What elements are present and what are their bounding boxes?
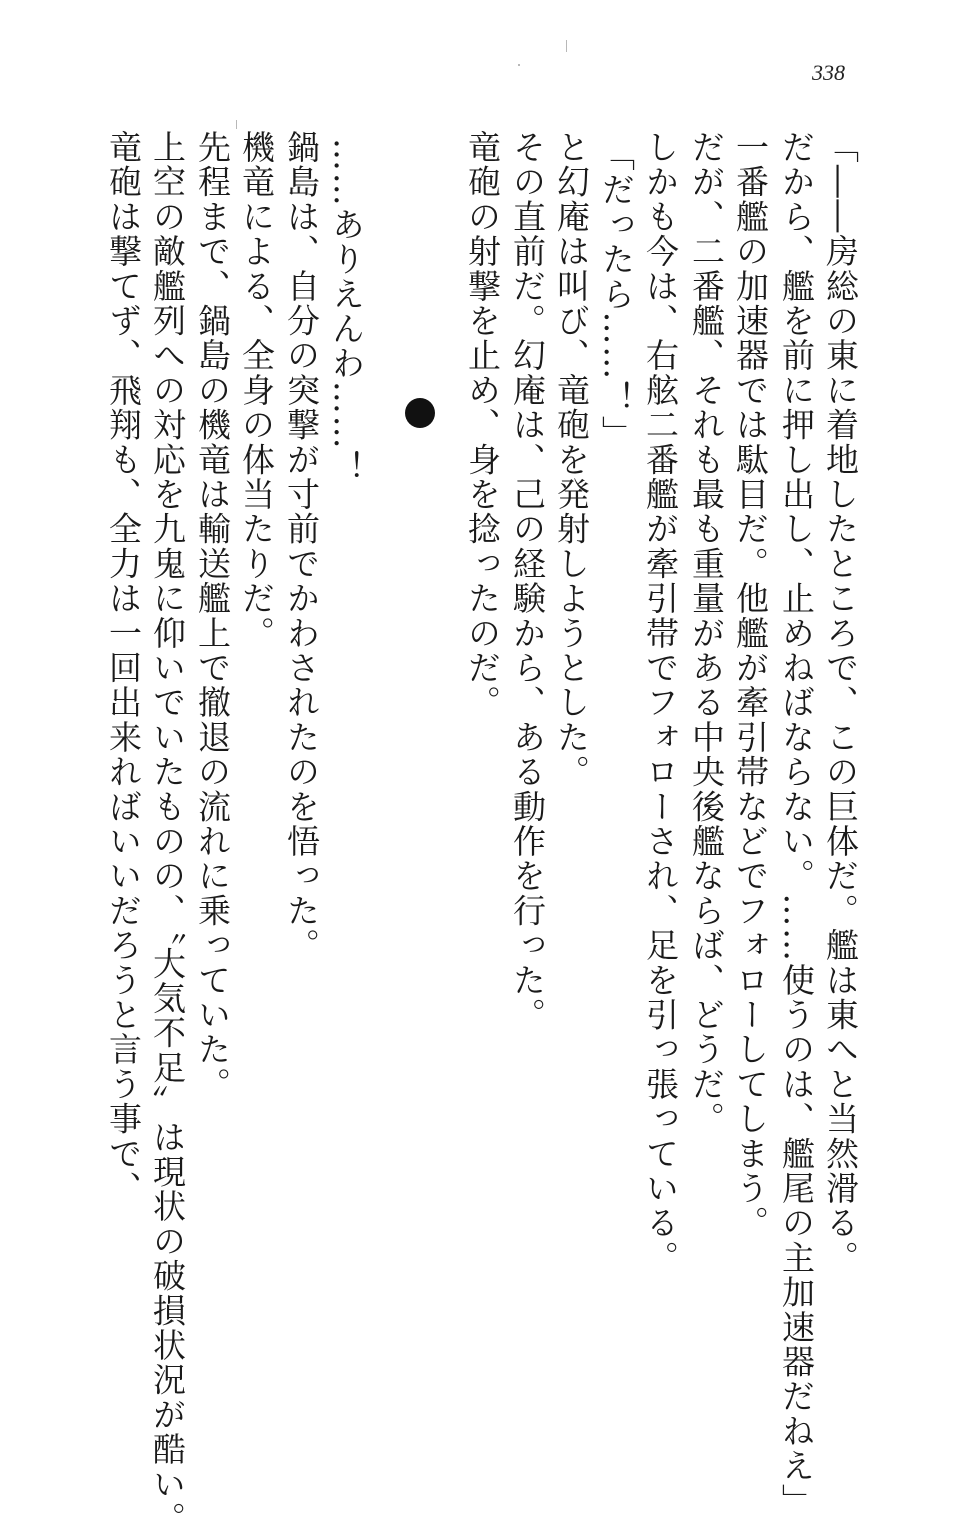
text-column: 「――房総の東に着地したところで、この巨体だ。艦は東へと当然滑る。 [821, 130, 860, 1276]
text-column: 上空の敵艦列への対応を九鬼に仰いでいたものの、〝大気不足〟は現状の破損状況が酷い。 [148, 130, 187, 1536]
text-column: だが、二番艦、それも最も重量がある中央後艦ならば、どうだ。 [687, 130, 726, 1137]
text-column: 竜砲の射撃を止め、身を捻ったのだ。 [463, 130, 502, 720]
text-column: 鍋島は、自分の突撃が寸前でかわされたのを悟った。 [282, 130, 321, 963]
text-column: 竜砲は撃てず、飛翔も、全力は一回出来ればいいだろうと言う事で、 [104, 130, 143, 1206]
text-column: しかも今は、右舷二番艦が牽引帯でフォローされ、足を引っ張っている。 [641, 130, 680, 1276]
page-number: 338 [812, 60, 845, 85]
text-column: 一番艦の加速器では駄目だ。他艦が牽引帯などでフォローしてしまう。 [731, 130, 770, 1241]
scan-speck [518, 64, 520, 66]
text-column: 先程まで、鍋島の機竜は輸送艦上で撤退の流れに乗っていた。 [193, 130, 232, 1102]
text-column: と幻庵は叫び、竜砲を発射しようとした。 [552, 130, 591, 790]
text-column: だから、艦を前に押し出し、止めねばならない。……使うのは、艦尾の主加速器だねえ」 [777, 130, 816, 1518]
text-column: 「だったら……！」 [597, 138, 636, 451]
text-column: その直前だ。幻庵は、己の経験から、ある動作を行った。 [508, 130, 547, 1033]
scene-break-dot-icon [405, 398, 435, 428]
text-column: 機竜による、全身の体当たりだ。 [237, 130, 276, 651]
scan-speck [236, 120, 237, 129]
text-column: ……ありえんわ……！ [327, 138, 366, 485]
scan-speck [566, 40, 567, 52]
